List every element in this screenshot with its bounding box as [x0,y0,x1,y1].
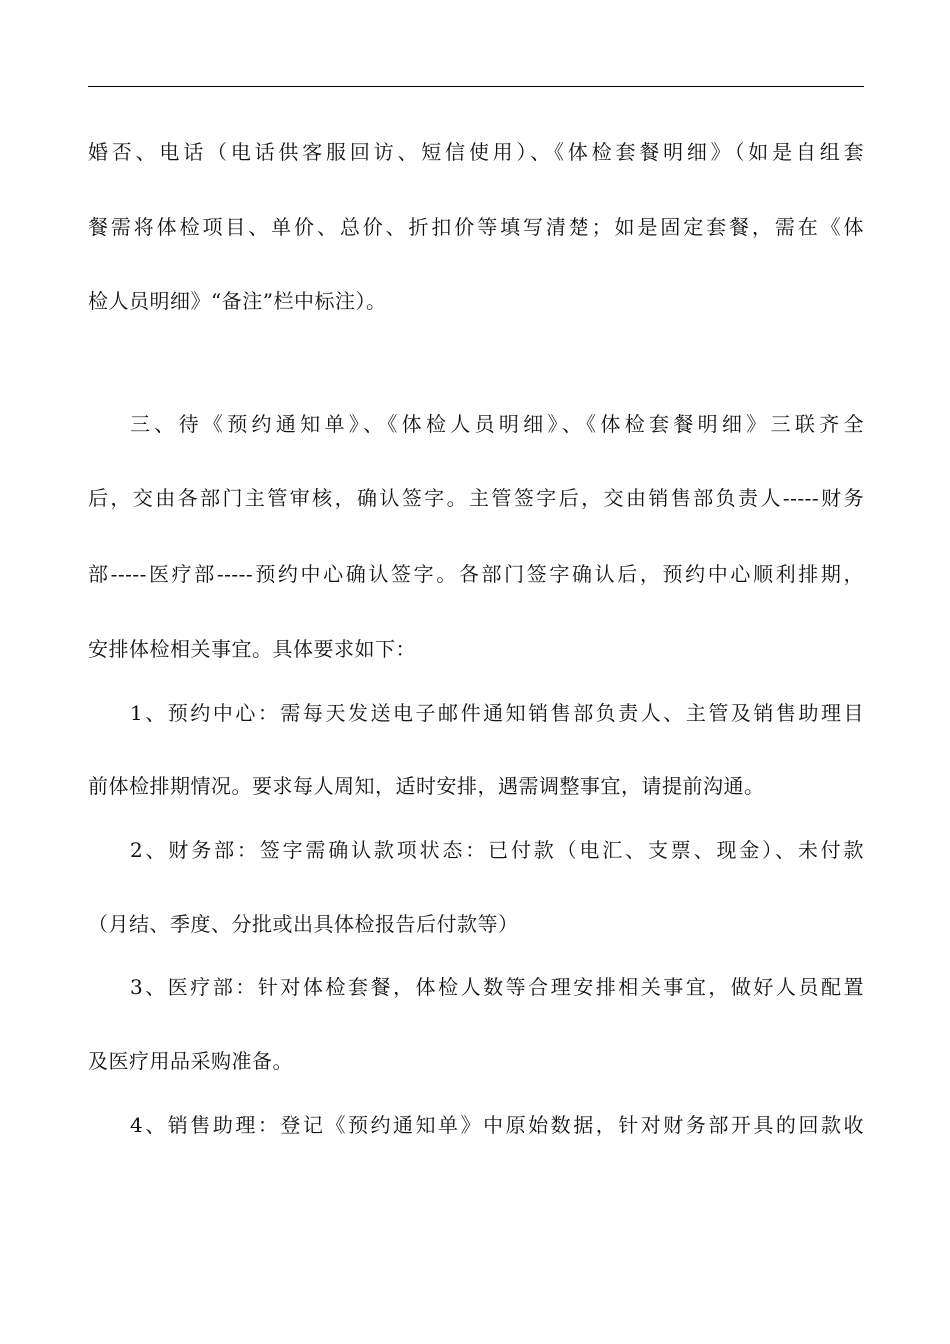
section-three-line: 安排体检相关事宜。具体要求如下： [88,637,416,661]
paragraph-line: 检人员明细》“备注”栏中标注）。 [88,289,387,313]
paragraph-line: 餐需将体检项目、单价、总价、折扣价等填写清楚；如是固定套餐，需在《体 [88,215,864,239]
list-item-1-line: 1、预约中心：需每天发送电子邮件通知销售部负责人、主管及销售助理目 [130,701,864,725]
list-item-1-line: 前体检排期情况。要求每人周知，适时安排，遇需调整事宜，请提前沟通。 [88,774,765,798]
list-item-2-line: 2、财务部：签字需确认款项状态：已付款（电汇、支票、现金）、未付款 [130,838,864,862]
header-rule [88,86,864,87]
section-three-line: 部-----医疗部-----预约中心确认签字。各部门签字确认后，预约中心顺利排期， [88,562,864,586]
list-item-3-line: 3、医疗部：针对体检套餐，体检人数等合理安排相关事宜，做好人员配置 [130,975,864,999]
section-three-line: 三、待《预约通知单》、《体检人员明细》、《体检套餐明细》三联齐全 [130,412,864,436]
list-item-4-line: 4、销售助理：登记《预约通知单》中原始数据，针对财务部开具的回款收 [130,1113,864,1137]
list-item-3-line: 及医疗用品采购准备。 [88,1049,293,1073]
paragraph-line: 婚否、电话（电话供客服回访、短信使用）、《体检套餐明细》（如是自组套 [88,140,864,164]
list-item-2-line: （月结、季度、分批或出具体检报告后付款等） [88,912,519,936]
section-three-line: 后，交由各部门主管审核，确认签字。主管签字后，交由销售部负责人-----财务 [88,486,864,510]
